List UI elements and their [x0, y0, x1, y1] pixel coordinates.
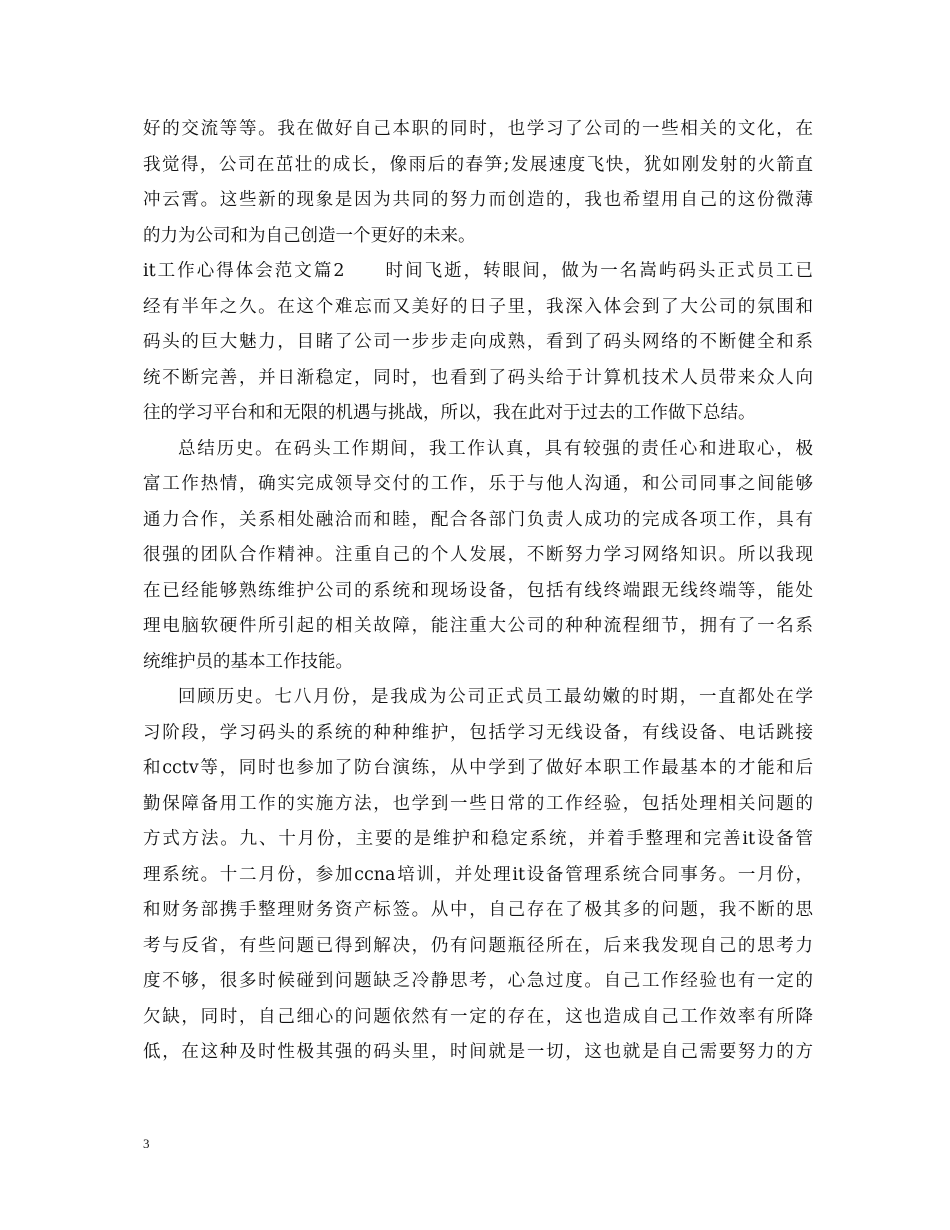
text-line-1: 好的交流等等。我在做好自己本职的同时，也学习了公司的一些相关的文化，在 [143, 119, 813, 139]
text-line-14: 在已经能够熟练维护公司的系统和现场设备，包括有线终端跟无线终端等，能处 [143, 580, 813, 601]
text-line-21: 方式方法。九、十月份，主要的是维护和稳定系统，并着手整理和完善it设备管 [143, 829, 813, 849]
text-line-6: 经有半年之久。在这个难忘而又美好的日子里，我深入体会到了大公司的氛围和 [143, 296, 813, 317]
text-line-19: 和cctv等，同时也参加了防台演练，从中学到了做好本职工作最基本的才能和后 [143, 758, 813, 778]
text-line-13: 很强的团队合作精神。注重自己的个人发展，不断努力学习网络知识。所以我现 [143, 545, 813, 565]
text-line-8: 统不断完善，并日渐稳定，同时，也看到了码头给于计算机技术人员带来众人向 [143, 367, 813, 388]
text-line-23: 和财务部携手整理财务资产标签。从中，自己存在了极其多的问题，我不断的思 [143, 900, 813, 920]
text-line-15: 理电脑软硬件所引起的相关故障，能注重大公司的种种流程细节，拥有了一名系 [143, 616, 813, 636]
text-line-11: 富工作热情，确实完成领导交付的工作，乐于与他人沟通，和公司同事之间能够 [143, 474, 813, 494]
text-line-27: 低，在这种及时性极其强的码头里，时间就是一切，这也就是自己需要努力的方 [143, 1042, 813, 1062]
text-line-16: 统维护员的基本工作技能。 [143, 651, 353, 672]
text-line-26: 欠缺，同时，自己细心的问题依然有一定的存在，这也造成自己工作效率有所降 [143, 1006, 813, 1027]
text-line-25: 度不够，很多时候碰到问题缺乏冷静思考，心急过度。自己工作经验也有一定的 [143, 971, 813, 991]
paragraph-start-review: 回顾历史。七八月份，是我成为公司正式员工最幼嫩的时期，一直都处在学 [178, 687, 813, 707]
text-line-18: 习阶段，学习码头的系统的种种维护，包括学习无线设备，有线设备、电话跳接 [143, 722, 813, 743]
document-body [143, 112, 813, 1071]
paragraph-start-summary: 总结历史。在码头工作期间，我工作认真，具有较强的责任心和进取心，极 [178, 438, 813, 459]
text-line-24: 考与反省，有些问题已得到解决，仍有问题瓶径所在，后来我发现自己的思考力 [143, 935, 813, 956]
text-line-12: 通力合作，关系相处融洽而和睦，配合各部门负责人成功的完成各项工作，具有 [143, 509, 813, 530]
text-line-2: 我觉得，公司在茁壮的成长，像雨后的春笋;发展速度飞快，犹如刚发射的火箭直 [143, 154, 813, 175]
text-line-22: 理系统。十二月份，参加ccna培训，并处理it设备管理系统合同事务。一月份， [143, 864, 813, 885]
text-line-7: 码头的巨大魅力，目睹了公司一步步走向成熟，看到了码头网络的不断健全和系 [143, 332, 813, 352]
text-line-20: 勤保障备用工作的实施方法，也学到一些日常的工作经验，包括处理相关问题的 [143, 793, 813, 814]
text-line-9: 往的学习平台和和无限的机遇与挑战，所以，我在此对于过去的工作做下总结。 [143, 403, 756, 423]
section-heading-line: it工作心得体会范文篇2 时间飞逝，转眼间，做为一名嵩屿码头正式员工已 [143, 261, 813, 281]
page-number: 3 [143, 1136, 150, 1151]
text-line-3: 冲云霄。这些新的现象是因为共同的努力而创造的，我也希望用自己的这份微薄 [143, 190, 813, 210]
text-line-4: 的力为公司和为自己创造一个更好的未来。 [143, 225, 476, 246]
